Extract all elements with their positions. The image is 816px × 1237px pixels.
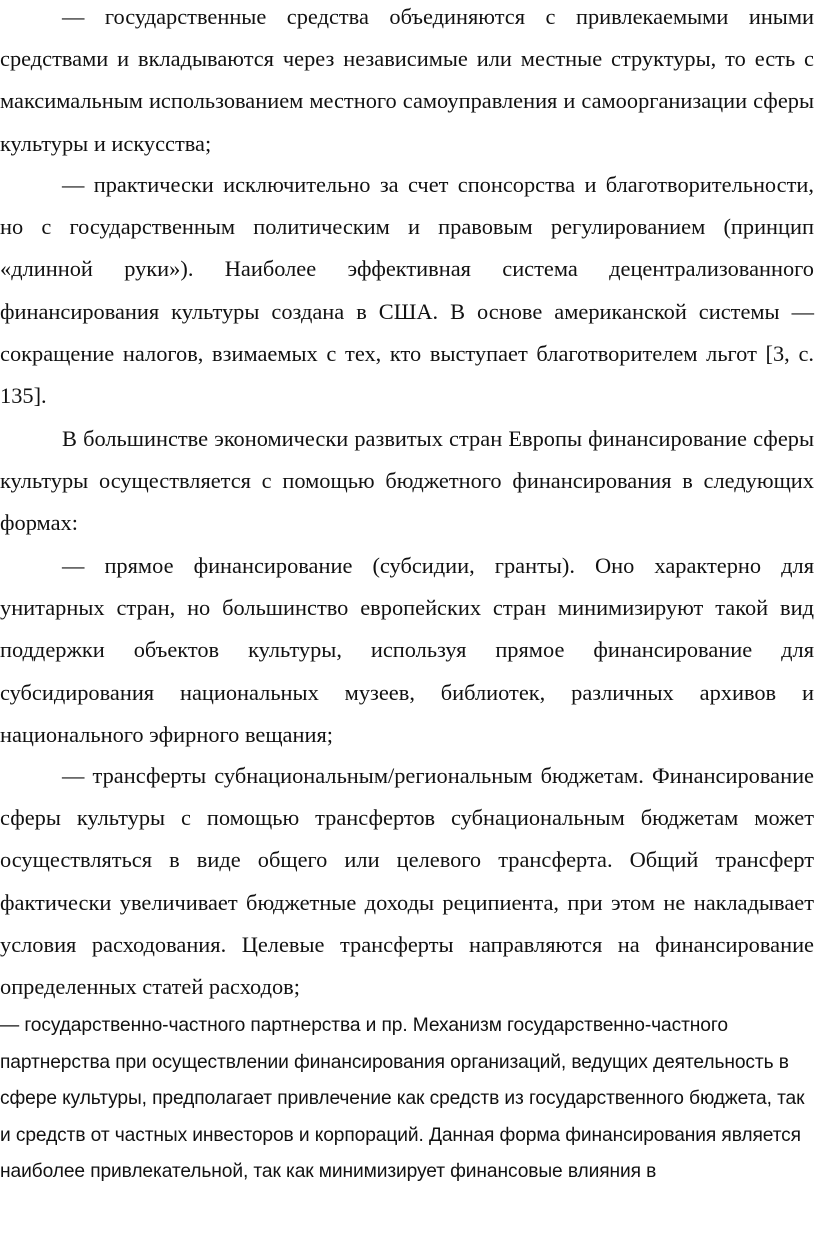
paragraph-europe-intro: В большинстве экономически развитых стран Европы финансирование сферы культуры осуществляется с помощью бюджетного финансирования в следующих формах: [0, 426, 814, 536]
paragraph-state-funds: — государственные средства объединяются с привлекаемыми иными средствами и вкладываются через независимые или местные структуры, то есть с максимальным использованием местного самоуправления и самоорганизации сферы культуры и искусства; [0, 4, 814, 156]
paragraph-transfers: — трансферты субнациональным/региональным бюджетам. Финансирование сферы культуры с помощью трансфертов субнациональным бюджетам может осуществляться в виде общего или целевого трансферта. Общий трансферт фактически увеличивает бюджетные доходы реципиента, при этом не накладывает условия расходования. Целевые трансферты направляются на финансирование определенных статей расходов; [0, 763, 814, 1000]
paragraph-sponsorship: — практически исключительно за счет спонсорства и благотворительности, но с государственным политическим и правовым регулированием (принцип «длинной руки»). Наиболее эффективная система децентрализованного финансирования культуры создана в США. В основе американской системы — сокращение налогов, взимаемых с тех, кто выступает благотворителем льгот [3, с. 135]. [0, 172, 814, 409]
paragraph-public-private-partnership: — государственно-частного партнерства и пр. Механизм государственно-частного партнерства при осуществлении финансирования организаций, ведущих деятельность в сфере культуры, предполагает привлечение как средств из государственного бюджета, так и средств от частных инвесторов и корпораций. Данная форма финансирования является наиболее привлекательной, так как минимизирует финансовые влияния в [0, 1015, 805, 1182]
paragraph-direct-financing: — прямое финансирование (субсидии, гранты). Оно характерно для унитарных стран, но большинство европейских стран минимизируют такой вид поддержки объектов культуры, используя прямое финансирование для субсидирования национальных музеев, библиотек, различных архивов и национального эфирного вещания; [0, 553, 814, 747]
